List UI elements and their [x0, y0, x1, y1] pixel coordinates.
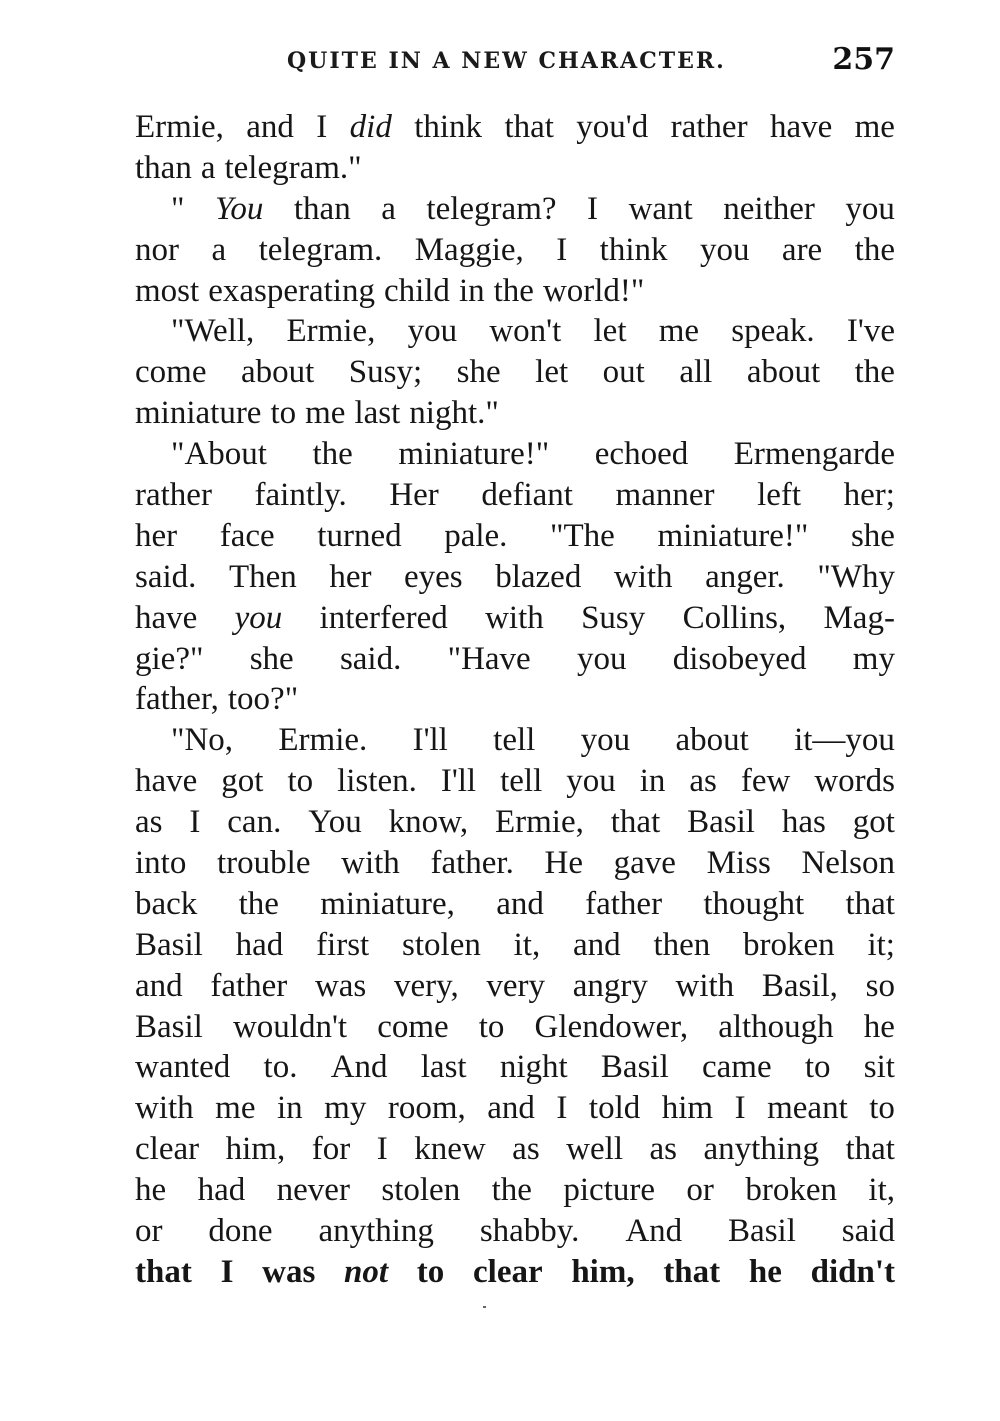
word: telegram." [224, 149, 362, 186]
word: so [865, 967, 895, 1004]
word: I [556, 1090, 568, 1127]
word: knew [414, 1131, 486, 1168]
text-line [135, 557, 895, 598]
text-line [135, 1088, 895, 1129]
word: and [135, 967, 183, 1004]
word: Ermengarde [733, 436, 895, 473]
word: didn't [810, 1253, 895, 1290]
word: to [270, 395, 297, 432]
word: face [219, 517, 275, 554]
word: to [287, 763, 314, 800]
word: words [814, 763, 895, 800]
word: nor [135, 231, 179, 268]
word: night [499, 1049, 568, 1086]
word: to. [263, 1049, 298, 1086]
word: Mag- [823, 599, 895, 636]
word: she [456, 354, 501, 391]
word: her [329, 558, 372, 595]
word: I [556, 231, 568, 268]
word: I [316, 109, 328, 145]
word: father [210, 967, 288, 1004]
word: manner [615, 477, 715, 514]
word: was [262, 1253, 316, 1290]
ink-speck [483, 1306, 486, 1308]
word: clear [473, 1253, 543, 1290]
text-line [135, 516, 895, 557]
word: and [246, 109, 294, 145]
word: he [748, 1253, 782, 1290]
word: me [658, 313, 700, 350]
word: broken [743, 926, 835, 963]
word: you [407, 313, 458, 350]
word: Susy [581, 599, 646, 636]
word: anger. [705, 558, 785, 595]
word: trouble [217, 845, 311, 882]
word: interfered [319, 599, 448, 636]
word: to [804, 1049, 831, 1086]
word: the [854, 354, 895, 391]
word: Basil, [761, 967, 838, 1004]
word: in [458, 272, 485, 309]
word: I [189, 804, 201, 841]
word: about [675, 722, 749, 759]
word: it—you [794, 722, 895, 759]
text-line [135, 271, 895, 312]
word: said [841, 1213, 895, 1250]
word: gave [613, 845, 676, 882]
word: wouldn't [232, 1008, 348, 1045]
word: thought [703, 885, 805, 922]
word: or [686, 1172, 714, 1209]
word: than [135, 149, 192, 186]
word: Her [389, 477, 439, 514]
word: that [845, 1131, 895, 1168]
word: and [573, 926, 621, 963]
word: Basil [728, 1213, 796, 1250]
word: was [314, 967, 367, 1004]
text-line [135, 107, 895, 148]
word: had [197, 1172, 246, 1209]
text-line [135, 925, 895, 966]
word: Basil [135, 1008, 203, 1045]
word: eyes [404, 558, 463, 595]
word: You [215, 190, 264, 227]
word: disobeyed [672, 640, 807, 677]
word: let [593, 313, 627, 350]
word: miniature!" [657, 517, 809, 554]
word: did [349, 109, 392, 145]
text-line [135, 843, 895, 884]
word: last [420, 1049, 467, 1086]
word: miniature!" [398, 436, 550, 473]
word: the [312, 436, 353, 473]
word: speak. [731, 313, 815, 350]
text-line [135, 1047, 895, 1088]
word: as [649, 1131, 677, 1168]
word: think [414, 109, 483, 145]
word: as [512, 1131, 540, 1168]
word: most [135, 272, 200, 309]
word: got [221, 763, 264, 800]
word: for [311, 1131, 351, 1168]
word: in [639, 763, 666, 800]
word: with [341, 845, 400, 882]
word: although [718, 1008, 834, 1045]
text-line [135, 475, 895, 516]
text-line [135, 148, 895, 189]
text-line [135, 352, 895, 393]
word: in [277, 1090, 303, 1127]
word: anything [703, 1131, 819, 1168]
word: I [734, 1090, 746, 1127]
word: the [493, 272, 534, 309]
page-header [135, 44, 895, 84]
text-line [135, 639, 895, 680]
word: you [576, 640, 627, 677]
word: tell [500, 763, 543, 800]
word: you'd [576, 109, 649, 145]
word: defiant [481, 477, 573, 514]
word: can. [227, 804, 282, 841]
word: about [746, 354, 821, 391]
word: stolen [381, 1172, 461, 1209]
word: her; [843, 477, 895, 514]
word: night." [409, 395, 499, 432]
text-line [135, 1252, 895, 1293]
word: "The [550, 517, 615, 554]
word: got [852, 804, 895, 841]
word: that [610, 804, 661, 841]
word: left [757, 477, 802, 514]
word: echoed [594, 436, 689, 473]
word: you [580, 722, 631, 759]
word: Maggie, [414, 231, 524, 268]
word: pale. [444, 517, 508, 554]
text-line [135, 598, 895, 639]
word: know, [388, 804, 469, 841]
word: meant [767, 1090, 848, 1127]
word: Ermie, [286, 313, 376, 350]
word: I [376, 1131, 388, 1168]
word: miniature [135, 395, 262, 432]
word: Collins, [682, 599, 787, 636]
word: father, [135, 681, 219, 718]
word: are [781, 231, 823, 268]
word: "About [171, 436, 267, 473]
word: rather [135, 477, 212, 514]
word: Miss [706, 845, 771, 882]
word: the [238, 885, 279, 922]
word: to [416, 1253, 445, 1290]
text-line [135, 1170, 895, 1211]
word: not [344, 1253, 389, 1290]
text-line [135, 679, 895, 720]
word: he [863, 1008, 895, 1045]
word: very [486, 967, 546, 1004]
word: Glendower, [534, 1008, 689, 1045]
word: broken [745, 1172, 837, 1209]
word: and [487, 1090, 535, 1127]
text-line [135, 393, 895, 434]
word: faintly. [254, 477, 347, 514]
word: that [845, 885, 895, 922]
word: telegram? [426, 190, 557, 227]
word: Ermie. [278, 722, 368, 759]
word: father. [430, 845, 514, 882]
word: won't [489, 313, 562, 350]
word: done [208, 1213, 273, 1250]
word: to [478, 1008, 505, 1045]
word: and [496, 885, 544, 922]
word: last [354, 395, 401, 432]
word: have [135, 763, 198, 800]
word: out [602, 354, 645, 391]
text-line [135, 720, 895, 761]
word: "No, [171, 722, 234, 759]
word: I'll [412, 722, 448, 759]
word: it, [868, 1172, 895, 1209]
word: I've [846, 313, 895, 350]
word: she [249, 640, 294, 677]
word: He [544, 845, 583, 882]
word: sit [863, 1049, 895, 1086]
word: You [308, 804, 362, 841]
word: my [852, 640, 895, 677]
word: told [588, 1090, 641, 1127]
word: Ermie, [135, 109, 224, 145]
word: gie?" [135, 640, 204, 677]
word: a [200, 149, 216, 186]
text-line [135, 966, 895, 1007]
word: my [324, 1090, 367, 1127]
word: you [566, 763, 616, 800]
word: picture [563, 1172, 655, 1209]
text-line [135, 884, 895, 925]
word: " [171, 190, 185, 227]
word: think [599, 231, 668, 268]
word: that [135, 1253, 192, 1290]
body-text [135, 107, 895, 1293]
word: as [689, 763, 717, 800]
word: Basil [687, 804, 755, 841]
word: shabby. [479, 1213, 580, 1250]
word: you [845, 190, 895, 227]
word: with [135, 1090, 194, 1127]
word: angry [572, 967, 648, 1004]
text-line [135, 1211, 895, 1252]
word: Basil [600, 1049, 669, 1086]
word: about [240, 354, 315, 391]
word: rather [670, 109, 748, 145]
text-line [135, 230, 895, 271]
word: me [305, 395, 346, 432]
word: telegram. [258, 231, 383, 268]
word: I'll [440, 763, 477, 800]
word: miniature, [320, 885, 455, 922]
word: Then [228, 558, 297, 595]
word: anything [318, 1213, 434, 1250]
word: And [625, 1213, 683, 1250]
word: the [491, 1172, 532, 1209]
word: it; [867, 926, 895, 963]
word: "Well, [171, 313, 255, 350]
word: never [276, 1172, 350, 1209]
word: said. [339, 640, 402, 677]
page-number: 257 [832, 42, 895, 77]
word: too?" [227, 681, 299, 718]
word: Susy; [348, 354, 423, 391]
running-head: QUITE IN A NEW CHARACTER. [287, 48, 726, 74]
word: she [850, 517, 895, 554]
word: child [383, 272, 450, 309]
word: neither [723, 190, 815, 227]
word: came [701, 1049, 772, 1086]
word: you [234, 599, 283, 636]
word: let [535, 354, 569, 391]
word: tell [493, 722, 536, 759]
word: that [504, 109, 554, 145]
word: to [869, 1090, 895, 1127]
word: I [587, 190, 599, 227]
word: have [135, 599, 198, 636]
word: father [585, 885, 663, 922]
word: "Have [447, 640, 531, 677]
word: a [381, 190, 396, 227]
word: come [377, 1008, 449, 1045]
word: said. [135, 558, 197, 595]
word: have [769, 109, 833, 145]
word: back [135, 885, 198, 922]
word: has [781, 804, 826, 841]
text-line [135, 761, 895, 802]
word: then [653, 926, 711, 963]
word: as [135, 804, 163, 841]
text-line [135, 189, 895, 230]
word: Nelson [801, 845, 895, 882]
word: with [675, 967, 735, 1004]
word: him [661, 1090, 714, 1127]
word: you [699, 231, 750, 268]
word: had [235, 926, 284, 963]
text-line [135, 434, 895, 475]
word: want [628, 190, 693, 227]
word: Ermie, [494, 804, 584, 841]
word: few [740, 763, 791, 800]
word: me [854, 109, 895, 145]
word: he [135, 1172, 167, 1209]
word: first [316, 926, 370, 963]
word: him, [571, 1253, 635, 1290]
word: Basil [135, 926, 203, 963]
word: room, [387, 1090, 466, 1127]
word: the [854, 231, 895, 268]
word: into [135, 845, 187, 882]
word: come [135, 354, 207, 391]
word: her [135, 517, 178, 554]
word: well [566, 1131, 623, 1168]
word: it, [513, 926, 541, 963]
word: all [679, 354, 713, 391]
text-line [135, 1129, 895, 1170]
text-line [135, 311, 895, 352]
word: me [215, 1090, 256, 1127]
word: that [663, 1253, 721, 1290]
word: turned [317, 517, 402, 554]
word: very, [393, 967, 459, 1004]
word: with [613, 558, 673, 595]
word: "Why [817, 558, 895, 595]
word: listen. [337, 763, 417, 800]
word: world!" [542, 272, 645, 309]
word: a [211, 231, 227, 268]
word: stolen [402, 926, 481, 963]
word: blazed [495, 558, 582, 595]
word: than [293, 190, 351, 227]
word: wanted [135, 1049, 231, 1086]
text-line [135, 802, 895, 843]
text-line [135, 1007, 895, 1048]
word: with [485, 599, 544, 636]
word: exasperating [208, 272, 375, 309]
word: And [330, 1049, 388, 1086]
word: clear [135, 1131, 200, 1168]
word: him, [225, 1131, 286, 1168]
word: or [135, 1213, 163, 1250]
word: I [220, 1253, 234, 1290]
